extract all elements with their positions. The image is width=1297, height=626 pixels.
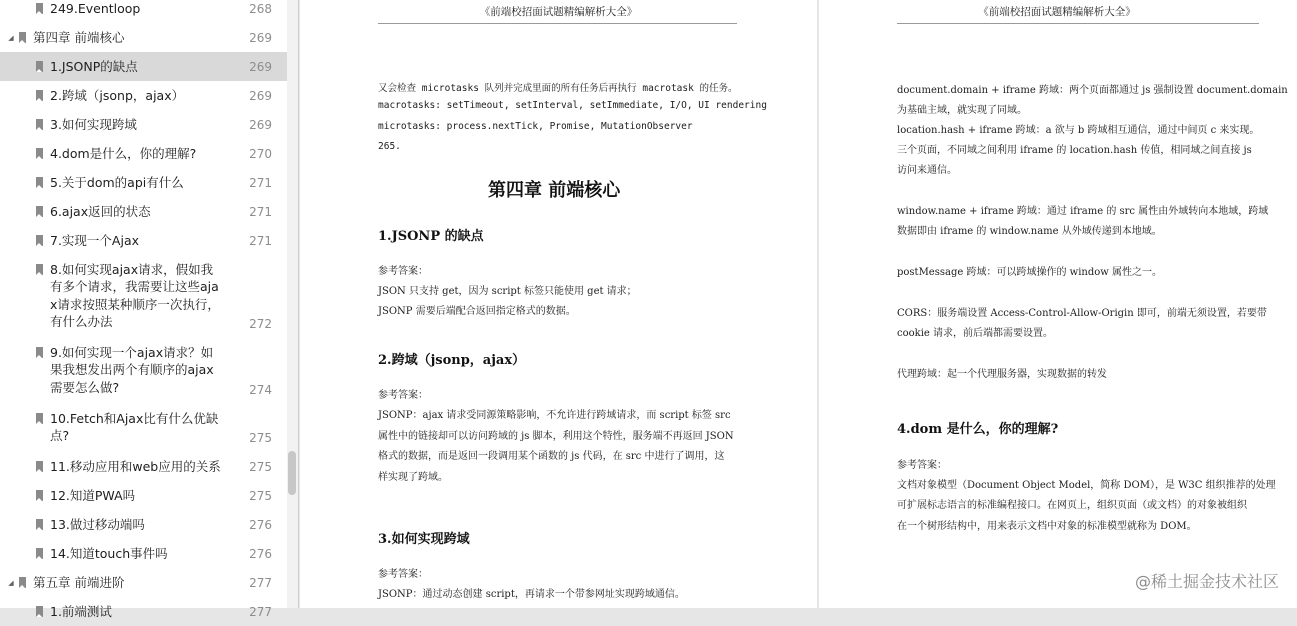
bookmark-page-number: 270 (249, 147, 272, 161)
body-line: 参考答案： (897, 460, 947, 471)
bookmark-icon (36, 461, 43, 472)
bookmark-page-number: 269 (249, 118, 272, 132)
body-line: 为基础主域，就实现了同域。 (897, 105, 1027, 116)
bookmark-label: 2.跨域（jsonp，ajax） (50, 87, 185, 103)
bookmark-item[interactable] (0, 404, 288, 452)
bookmark-label: 第四章 前端核心 (33, 29, 125, 45)
bookmark-page-number: 275 (249, 460, 272, 474)
chapter-title: 第四章 前端核心 (488, 180, 621, 201)
bookmark-item[interactable] (0, 481, 288, 510)
body-line: 参考答案： (378, 390, 428, 401)
bookmark-label: 6.ajax返回的状态 (50, 203, 151, 219)
bookmark-icon (36, 490, 43, 501)
header-rule (378, 23, 737, 24)
watermark: @稀土掘金技术社区 (1134, 572, 1279, 591)
bookmark-icon (19, 577, 26, 588)
bookmark-label: 11.移动应用和web应用的关系 (50, 458, 221, 474)
bookmark-item[interactable] (0, 452, 288, 481)
body-line: 数据即由 iframe 的 window.name 从外域传递到本地域。 (897, 226, 1162, 237)
page-running-header: 《前端校招面试题精编解析大全》 (479, 6, 638, 18)
body-line: JSONP：ajax 请求受同源策略影响，不允许进行跨域请求，而 script 标签 src (378, 410, 731, 421)
expand-toggle-icon[interactable]: ◢ (8, 33, 14, 42)
body-line: 参考答案： (378, 569, 428, 580)
body-line: postMessage 跨域：可以跨域操作的 window 属性之一。 (897, 267, 1162, 278)
expand-toggle-icon[interactable]: ◢ (8, 578, 14, 587)
bookmark-page-number: 277 (249, 576, 272, 590)
bookmark-item[interactable] (0, 110, 288, 139)
bookmark-item[interactable] (0, 52, 288, 81)
body-line: document.domain + iframe 跨域：两个页面都通过 js 强制设置 document.domain (897, 85, 1288, 96)
bookmark-icon (36, 347, 43, 358)
body-line: microtasks: process.nextTick, Promise, MutationObserver (378, 121, 693, 132)
bookmark-item[interactable] (0, 0, 288, 23)
body-line: JSON 只支持 get，因为 script 标签只能使用 get 请求； (378, 286, 637, 297)
bookmark-icon (36, 148, 43, 159)
bookmark-label: 249.Eventloop (50, 0, 141, 16)
panel-divider[interactable] (298, 0, 299, 608)
bookmark-label: 4.dom是什么，你的理解? (50, 145, 197, 161)
body-line: window.name + iframe 跨域：通过 iframe 的 src 属性由外域转向本地域，跨域 (897, 206, 1269, 217)
body-line: 在一个树形结构中，用来表示文档中对象的标准模型就称为 DOM。 (897, 521, 1197, 532)
bookmark-icon (36, 606, 43, 617)
body-line: CORS：服务端设置 Access-Control-Allow-Origin 即可，前端无须设置，若要带 (897, 308, 1267, 319)
body-line: 参考答案： (378, 266, 428, 277)
bookmark-page-number: 274 (249, 383, 272, 397)
body-line: 访问来通信。 (897, 165, 957, 176)
bookmark-icon (19, 32, 26, 43)
document-page-right (819, 0, 1297, 608)
document-page-left (300, 0, 817, 608)
body-line: JSONP：通过动态创建 script，再请求一个带参网址实现跨域通信。 (378, 589, 685, 600)
body-line: location.hash + iframe 跨域：a 欲与 b 跨域相互通信，通过中间页 c 来实现。 (897, 125, 1260, 136)
bookmarks-panel (0, 0, 299, 619)
bookmark-page-number: 276 (249, 547, 272, 561)
bookmark-label: 第五章 前端进阶 (33, 574, 125, 590)
bookmark-label: 13.做过移动端吗 (50, 516, 145, 532)
bookmark-icon (36, 235, 43, 246)
bookmark-item[interactable] (0, 255, 288, 338)
page-running-header: 《前端校招面试题精编解析大全》 (978, 6, 1136, 18)
bookmark-page-number: 269 (249, 31, 272, 45)
body-line: 可扩展标志语言的标准编程接口。在网页上，组织页面（或文档）的对象被组织 (897, 500, 1247, 511)
bookmark-icon (36, 61, 43, 72)
bookmark-label: 8.如何实现ajax请求，假如我 有多个请求，我需要让这些aja x请求按照某种顺序一次执行， 有什么办法 (50, 261, 220, 329)
bookmark-icon (36, 413, 43, 424)
bookmark-icon (36, 177, 43, 188)
section-heading: 4.dom 是什么，你的理解? (897, 422, 1059, 437)
bookmark-icon (36, 519, 43, 530)
bookmark-chapter[interactable] (0, 23, 288, 52)
bookmark-label: 1.JSONP的缺点 (50, 58, 138, 74)
bookmark-item[interactable] (0, 197, 288, 226)
body-line: 文档对象模型（Document Object Model，简称 DOM），是 W3C 组织推荐的处理 (897, 480, 1276, 491)
header-rule (897, 23, 1259, 24)
bookmark-icon (36, 548, 43, 559)
bookmark-label: 12.知道PWA吗 (50, 487, 136, 503)
bookmark-icon (36, 3, 43, 14)
bookmark-page-number: 271 (249, 176, 272, 190)
bookmark-label: 3.如何实现跨域 (50, 116, 137, 132)
section-heading: 2.跨域（jsonp，ajax） (378, 353, 526, 368)
body-line: 265. (378, 141, 401, 152)
bookmark-icon (36, 264, 43, 275)
bookmark-page-number: 275 (249, 431, 272, 445)
bookmark-item[interactable] (0, 510, 288, 539)
body-line: 格式的数据，而是返回一段调用某个函数的 js 代码，在 src 中进行了调用，这 (378, 451, 725, 462)
bookmark-page-number: 277 (249, 605, 272, 619)
body-line: JSONP 需要后端配合返回指定格式的数据。 (378, 306, 576, 317)
bookmark-label: 14.知道touch事件吗 (50, 545, 168, 561)
bookmark-item[interactable] (0, 338, 288, 404)
section-heading: 3.如何实现跨域 (378, 532, 470, 547)
sidebar-scrollbar[interactable] (287, 0, 298, 608)
bookmark-label: 7.实现一个Ajax (50, 232, 140, 248)
bookmark-item[interactable] (0, 539, 288, 568)
body-line: 属性中的链接却可以访问跨域的 js 脚本，利用这个特性，服务端不再返回 JSON (378, 431, 734, 442)
bookmark-page-number: 272 (249, 317, 272, 331)
section-heading: 1.JSONP 的缺点 (378, 229, 484, 244)
bookmark-label: 5.关于dom的api有什么 (50, 174, 184, 190)
bookmark-page-number: 269 (249, 60, 272, 74)
bookmark-page-number: 268 (249, 2, 272, 16)
bookmark-page-number: 276 (249, 518, 272, 532)
body-line: cookie 请求，前后端都需要设置。 (897, 328, 1053, 339)
bookmark-page-number: 271 (249, 234, 272, 248)
body-line: 代理跨域：起一个代理服务器，实现数据的转发 (897, 369, 1107, 380)
bookmark-label: 1.前端测试 (50, 603, 112, 619)
bookmark-item[interactable] (0, 81, 288, 110)
bookmark-page-number: 271 (249, 205, 272, 219)
bookmark-page-number: 275 (249, 489, 272, 503)
bookmark-item[interactable] (0, 168, 288, 197)
bookmark-page-number: 269 (249, 89, 272, 103)
body-line: 样实现了跨域。 (378, 472, 448, 483)
bookmark-label: 10.Fetch和Ajax比有什么优缺 点? (50, 410, 219, 443)
bookmark-chapter[interactable] (0, 568, 288, 597)
bookmark-item[interactable] (0, 139, 288, 168)
body-line: 又会检查 microtasks 队列并完成里面的所有任务后再执行 macrotask 的任务。 (378, 83, 738, 94)
bookmark-label: 9.如何实现一个ajax请求？如 果我想发出两个有顺序的ajax 需要怎么做? (50, 344, 214, 395)
bookmark-icon (36, 90, 43, 101)
bookmark-item[interactable] (0, 597, 288, 626)
bookmark-icon (36, 119, 43, 130)
body-line: macrotasks: setTimeout, setInterval, setImmediate, I/O, UI rendering (378, 100, 767, 111)
sidebar-scrollbar-thumb[interactable] (288, 451, 296, 495)
body-line: 三个页面，不同域之间利用 iframe 的 location.hash 传值，相同域之间直接 js (897, 145, 1252, 156)
bookmark-item[interactable] (0, 226, 288, 255)
bookmark-icon (36, 206, 43, 217)
